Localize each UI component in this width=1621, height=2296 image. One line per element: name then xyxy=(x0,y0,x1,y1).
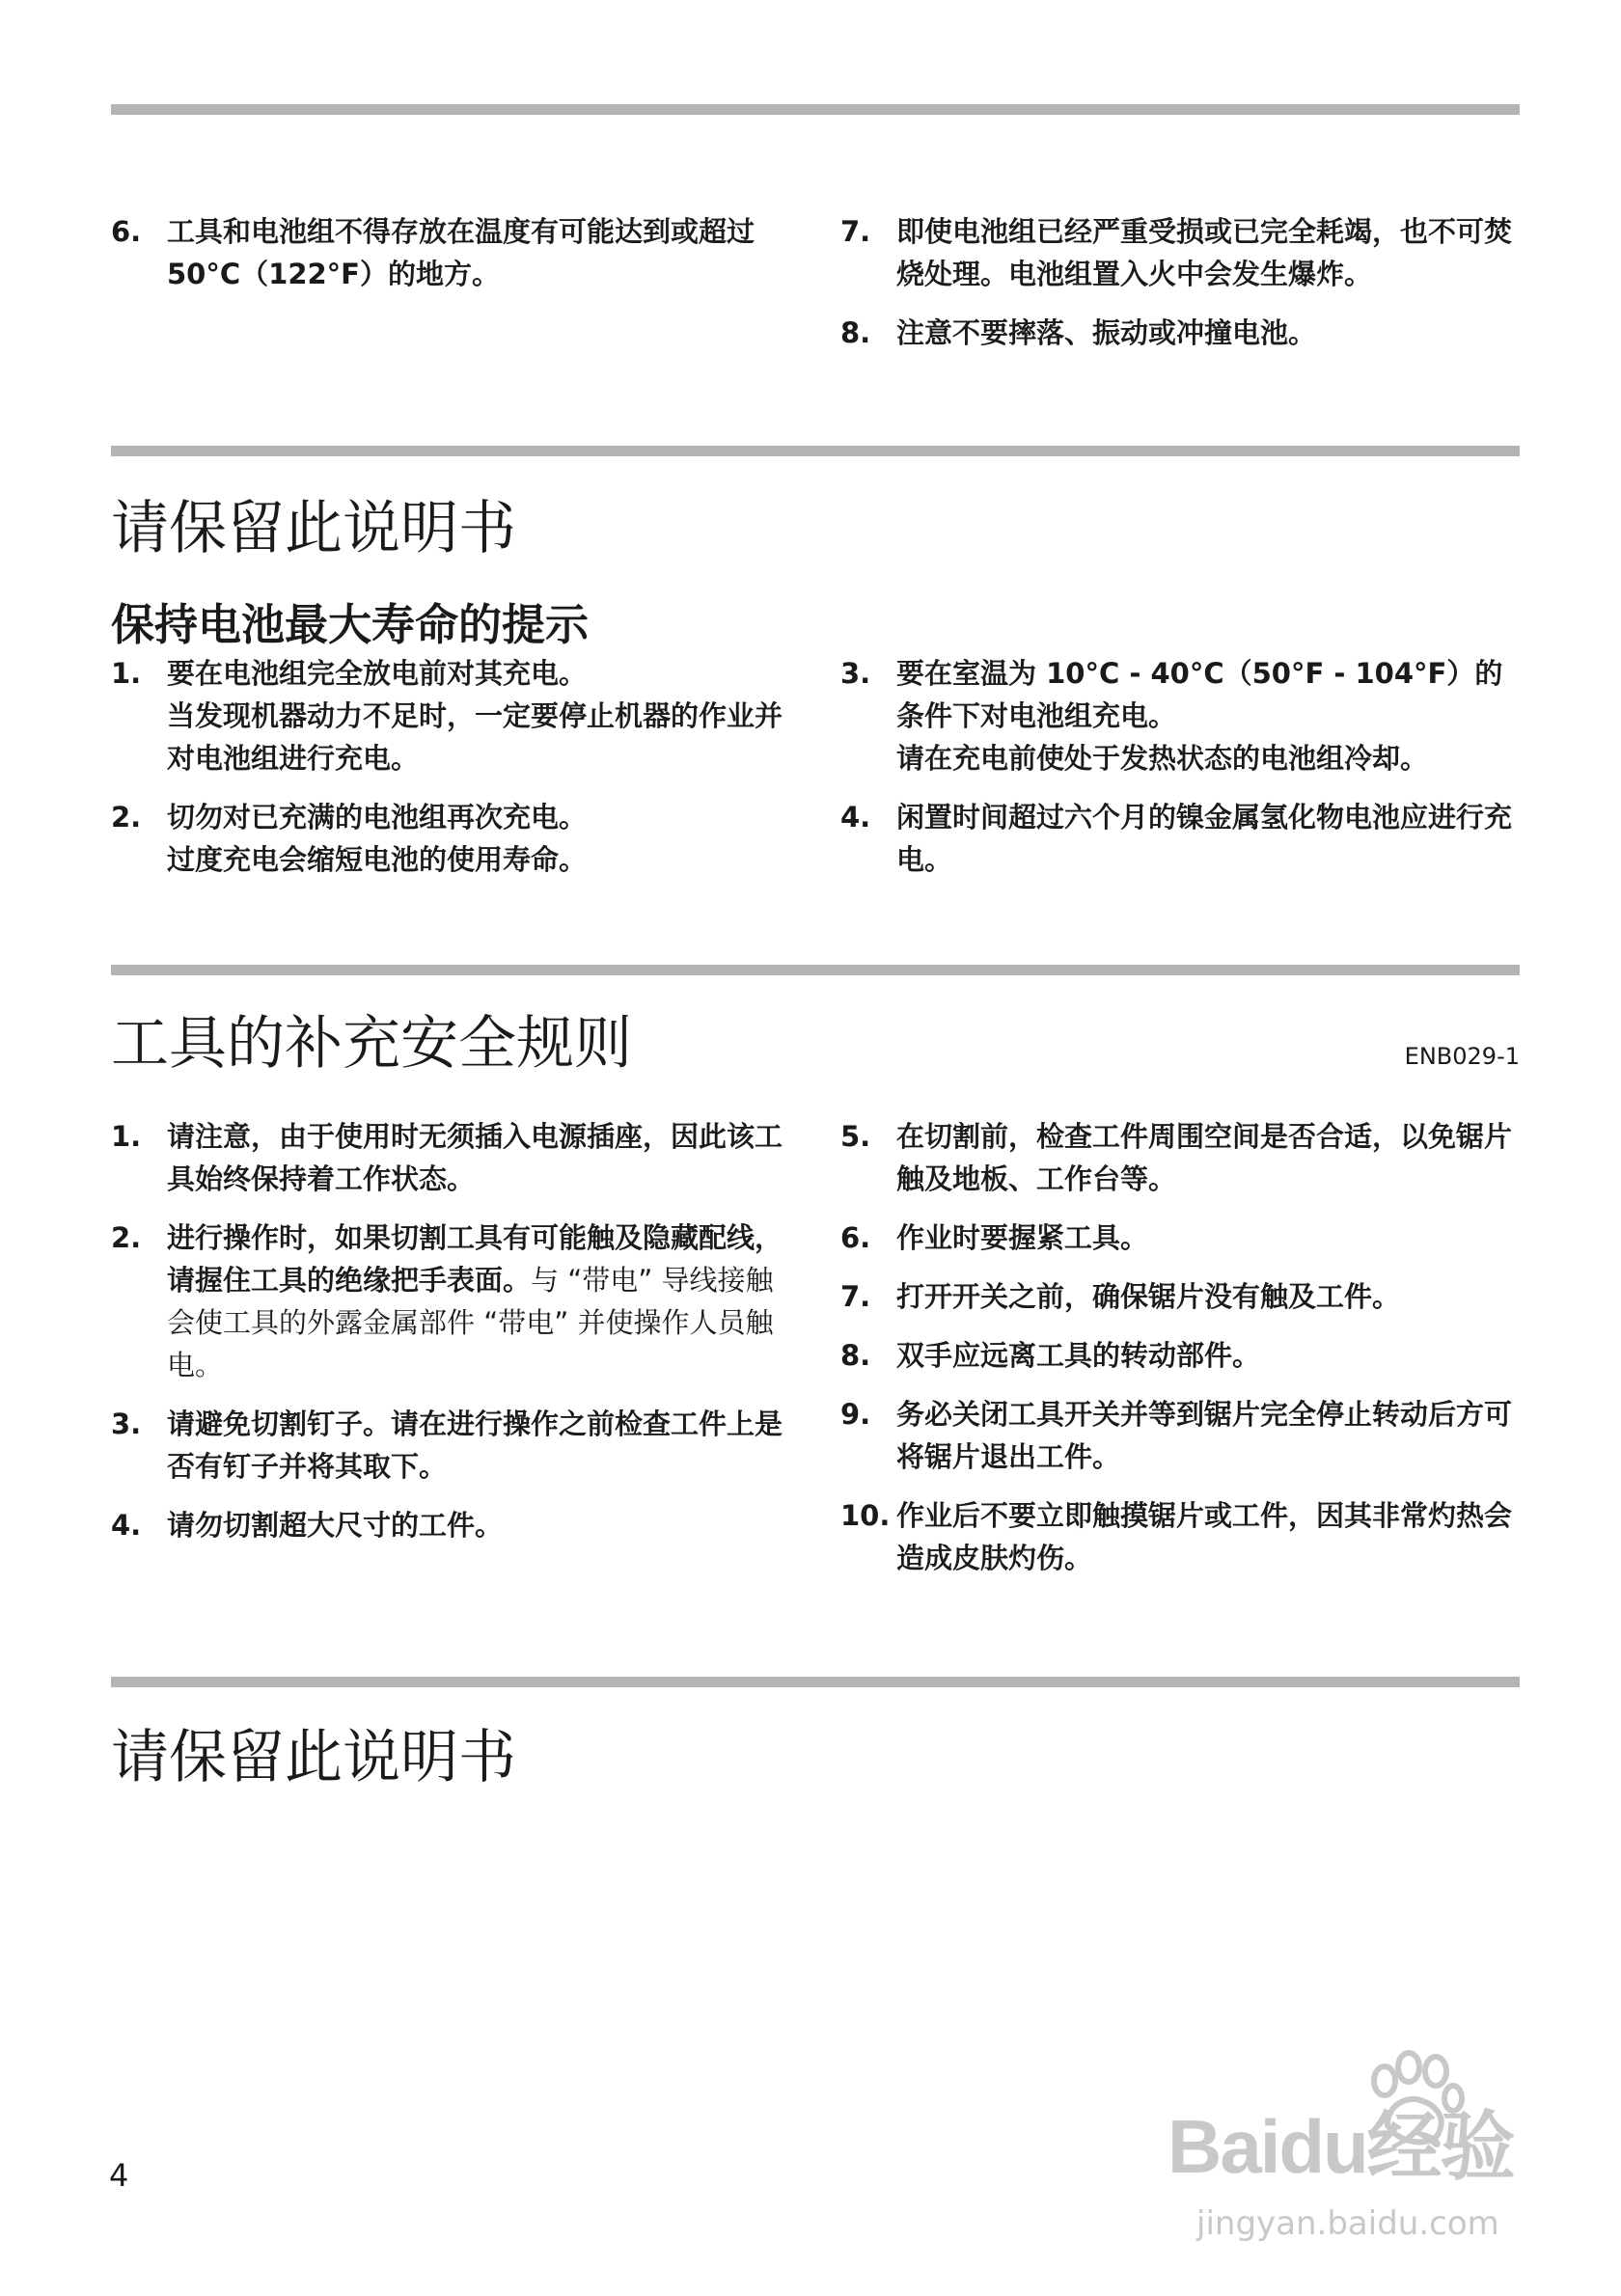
item-text: 请注意，由于使用时无须插入电源插座，因此该工具始终保持着工作状态。 xyxy=(167,1120,783,1195)
list-item xyxy=(111,652,790,779)
list-item xyxy=(840,1275,1520,1318)
item-text-note: 与 “带电” 导线接触会使工具的外露金属部件 “带电” 并使操作人员触电。 xyxy=(167,1264,774,1381)
item-text: 工具和电池组不得存放在温度有可能达到或超过 50°C（122°F）的地方。 xyxy=(167,215,756,290)
item-text: 切勿对已充满的电池组再次充电。 xyxy=(167,801,588,834)
section-divider xyxy=(111,1677,1520,1687)
item-text: 在切割前，检查工件周围空间是否合适，以免锯片触及地板、工作台等。 xyxy=(896,1120,1513,1195)
item-number: 7. xyxy=(840,215,871,248)
section-divider xyxy=(111,965,1520,975)
item-text: 作业时要握紧工具。 xyxy=(896,1221,1149,1254)
item-number: 5. xyxy=(840,1120,871,1153)
item-number: 4. xyxy=(111,1509,142,1542)
list-item xyxy=(111,210,790,295)
list-item xyxy=(111,796,790,881)
section-divider xyxy=(111,446,1520,456)
safety-rules-heading: 工具的补充安全规则 xyxy=(111,1010,632,1078)
list-item xyxy=(840,796,1520,881)
item-number: 3. xyxy=(840,657,871,690)
section-divider xyxy=(111,104,1520,115)
list-item xyxy=(840,1216,1520,1259)
item-text-block xyxy=(167,652,790,779)
item-number: 1. xyxy=(111,1120,142,1153)
keep-manual-heading: 请保留此说明书 xyxy=(111,495,516,562)
list-item xyxy=(840,1393,1520,1478)
list-item xyxy=(840,210,1520,295)
item-text: 打开开关之前，确保锯片没有触及工件。 xyxy=(896,1280,1401,1313)
page-number: 4 xyxy=(109,2157,129,2194)
item-number: 3. xyxy=(111,1408,142,1440)
list-item xyxy=(111,1504,790,1546)
item-number: 7. xyxy=(840,1280,871,1313)
list-item xyxy=(840,652,1520,779)
item-text: 进行操作时，如果切割工具有可能触及隐藏配线，请握住工具的绝缘把手表面。 xyxy=(167,1221,783,1297)
item-text: 闲置时间超过六个月的镍金属氢化物电池应进行充电。 xyxy=(896,801,1513,876)
item-number: 8. xyxy=(840,316,871,349)
list-item xyxy=(111,1115,790,1200)
item-text: 请勿切割超大尺寸的工件。 xyxy=(167,1509,504,1542)
item-text: 要在室温为 10°C - 40°C（50°F - 104°F）的条件下对电池组充电。 xyxy=(896,657,1503,732)
item-text-block xyxy=(167,796,790,881)
top-right-column xyxy=(840,210,1520,370)
watermark xyxy=(1139,2050,1525,2262)
item-text: 要在电池组完全放电前对其充电。 xyxy=(167,657,588,690)
item-text-detail: 过度充电会缩短电池的使用寿命。 xyxy=(167,843,588,876)
list-item xyxy=(840,1494,1520,1579)
item-number: 9. xyxy=(840,1398,871,1431)
item-number: 6. xyxy=(111,215,142,248)
safety-right-column xyxy=(840,1115,1520,1596)
document-code: ENB029-1 xyxy=(1404,1043,1520,1070)
item-text: 请避免切割钉子。请在进行操作之前检查工件上是否有钉子并将其取下。 xyxy=(167,1408,783,1483)
list-item xyxy=(840,1115,1520,1200)
item-number: 4. xyxy=(840,801,871,834)
item-number: 10. xyxy=(840,1499,891,1532)
item-text: 作业后不要立即触摸锯片或工件，因其非常灼热会造成皮肤灼伤。 xyxy=(896,1499,1513,1574)
item-number: 1. xyxy=(111,657,142,690)
item-number: 2. xyxy=(111,1221,142,1254)
top-left-column xyxy=(111,210,790,312)
watermark-url: jingyan.baidu.com xyxy=(1196,2204,1499,2243)
item-text-detail: 当发现机器动力不足时，一定要停止机器的作业并对电池组进行充电。 xyxy=(167,699,783,775)
item-text: 务必关闭工具开关并等到锯片完全停止转动后方可将锯片退出工件。 xyxy=(896,1398,1513,1473)
item-text-block xyxy=(896,652,1520,779)
paw-icon xyxy=(1360,2050,1467,2146)
battery-right-column xyxy=(840,652,1520,897)
safety-left-column xyxy=(111,1115,790,1563)
item-text-detail: 请在充电前使处于发热状态的电池组冷却。 xyxy=(896,742,1429,775)
item-text: 即使电池组已经严重受损或已完全耗竭，也不可焚烧处理。电池组置入火中会发生爆炸。 xyxy=(896,215,1513,290)
list-item xyxy=(111,1403,790,1488)
item-text: 注意不要摔落、振动或冲撞电池。 xyxy=(896,316,1317,349)
battery-tips-heading: 保持电池最大寿命的提示 xyxy=(111,599,590,650)
list-item xyxy=(111,1216,790,1386)
watermark-logo: Baidu经验 xyxy=(1168,2104,1514,2189)
keep-manual-heading: 请保留此说明书 xyxy=(111,1724,516,1791)
item-number: 2. xyxy=(111,801,142,834)
item-text-block xyxy=(167,1216,790,1386)
item-number: 6. xyxy=(840,1221,871,1254)
item-text: 双手应远离工具的转动部件。 xyxy=(896,1339,1261,1372)
item-number: 8. xyxy=(840,1339,871,1372)
list-item xyxy=(840,312,1520,354)
battery-left-column xyxy=(111,652,790,897)
list-item xyxy=(840,1334,1520,1377)
